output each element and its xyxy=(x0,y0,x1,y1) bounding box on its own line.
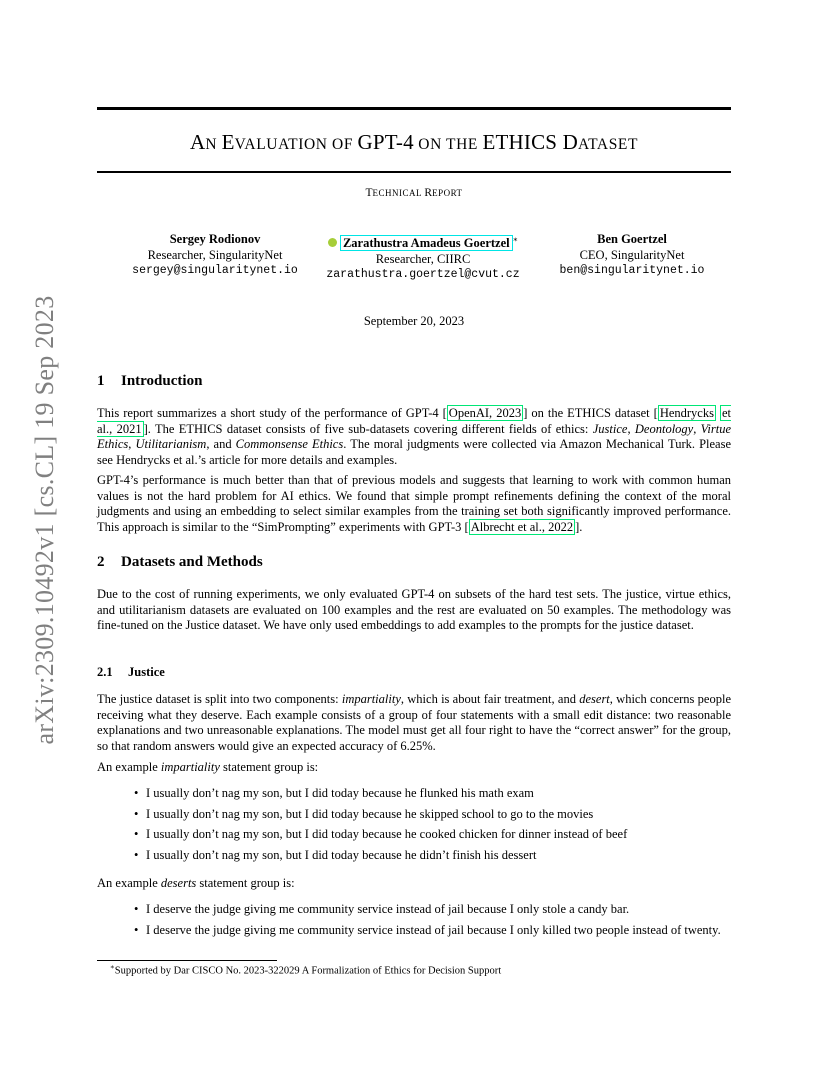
footnote-rule xyxy=(97,960,277,961)
deserts-intro: An example deserts statement group is: xyxy=(97,876,295,890)
impartiality-list xyxy=(122,786,732,863)
author-email[interactable]: zarathustra.goertzel@cvut.cz xyxy=(326,268,520,282)
citation-link[interactable]: OpenAI, 2023 xyxy=(448,406,522,420)
report-type: TECHNICAL REPORT xyxy=(365,187,463,199)
footnote: ∗Supported by Dar CISCO No. 2023-322029 A Formalization of Ethics for Decision Support xyxy=(110,963,502,977)
author-email[interactable]: ben@singularitynet.io xyxy=(559,264,705,277)
orcid-icon[interactable] xyxy=(328,238,337,247)
arxiv-identifier: arXiv:2309.10492v1 [cs.CL] 19 Sep 2023 xyxy=(30,295,59,745)
intro-paragraph-2: GPT-4’s performance is much better than that of previous models and suggests that learning to work with common human values is not the hard problem for AI ethics. We found that simple prompt refinements defining the context of the moral judgments and using an embedding to select similar examples from the training set both significantly improved performance. This approach is similar to the “SimPrompting” experiments with GPT-3 [ Albrecht et al., 2022 ]. xyxy=(97,473,731,534)
justice-paragraph: The justice dataset is split into two components: impartiality, which is about fair treatment, and desert, which concerns people receiving what they deserve. Each example consists of a group of four statements with a small edit distance: two reasonable explanations and two unreasonable explanations. The model must get all four right to have the “correct answer” for the group, so that random answers would give an expected accuracy of 6.25%. xyxy=(97,692,732,753)
title-bottom-rule xyxy=(97,171,731,173)
impartiality-intro: An example impartiality statement group is: xyxy=(97,760,319,774)
section-heading-datasets: 2 Datasets and Methods xyxy=(97,554,263,570)
author-name: Ben Goertzel xyxy=(597,232,667,246)
citation-link[interactable]: Hendrycks xyxy=(659,406,714,420)
list-item: • I usually don’t nag my son, but I did today because he skipped school to go to the movies xyxy=(134,806,594,821)
subsection-heading-justice: 2.1 Justice xyxy=(97,665,165,679)
list-item: • I deserve the judge giving me community service instead of jail because I only stole a candy bar. xyxy=(134,902,630,916)
footnote-marker: ∗ xyxy=(512,235,519,244)
list-item: • I deserve the judge giving me community service instead of jail because I only killed two people instead of twenty. xyxy=(134,922,721,937)
author-role: CEO, SingularityNet xyxy=(579,247,685,262)
list-item: • I usually don’t nag my son, but I did today because he cooked chicken for dinner instead of beef xyxy=(134,827,628,842)
citation-link[interactable]: et al., 2021 xyxy=(97,406,732,436)
author-block xyxy=(312,232,534,283)
deserts-list xyxy=(122,902,732,938)
author-block xyxy=(110,232,320,279)
title-top-rule xyxy=(97,107,731,110)
author-email[interactable]: sergey@singularitynet.io xyxy=(132,264,298,277)
publication-date: September 20, 2023 xyxy=(363,314,465,328)
section-heading-introduction: 1 Introduction xyxy=(97,373,203,389)
datasets-paragraph: Due to the cost of running experiments, we only evaluated GPT-4 on subsets of the hard test sets. The justice, virtue ethics, and utilitarianism datasets are evaluated on 100 examples and the rest are evaluated on 50 examples. The methodology was fine-tuned on the Justice dataset. We have only used embeddings to add examples to the prompts for the justice dataset. xyxy=(97,587,731,633)
paper-title: AN EVALUATION OF GPT-4 ON THE ETHICS DATASET xyxy=(189,130,639,154)
list-item: • I usually don’t nag my son, but I did today because he didn’t finish his dessert xyxy=(134,847,537,862)
intro-paragraph-1: This report summarizes a short study of the performance of GPT-4 [ OpenAI, 2023 ] on the ETHICS dataset [ Hendrycks et al., 2021 ]. The ETHICS dataset consists of five sub-datasets covering different fields of ethics: Justice, Deontology, Virtue Ethics, Utilitarianism, and Commonsense Ethics. The moral judgments were collected via Amazon Mechanical Turk. Please see Hendrycks et al.’s article for more details and examples. xyxy=(97,406,732,467)
author-name: Sergey Rodionov xyxy=(169,232,261,246)
author-name[interactable]: Zarathustra Amadeus Goertzel xyxy=(340,235,513,251)
author-role: Researcher, SingularityNet xyxy=(147,247,283,262)
author-role: Researcher, CIIRC xyxy=(375,251,471,266)
author-block xyxy=(544,232,720,279)
list-item: • I usually don’t nag my son, but I did today because he flunked his math exam xyxy=(134,786,534,800)
citation-link[interactable]: Albrecht et al., 2022 xyxy=(470,519,574,534)
